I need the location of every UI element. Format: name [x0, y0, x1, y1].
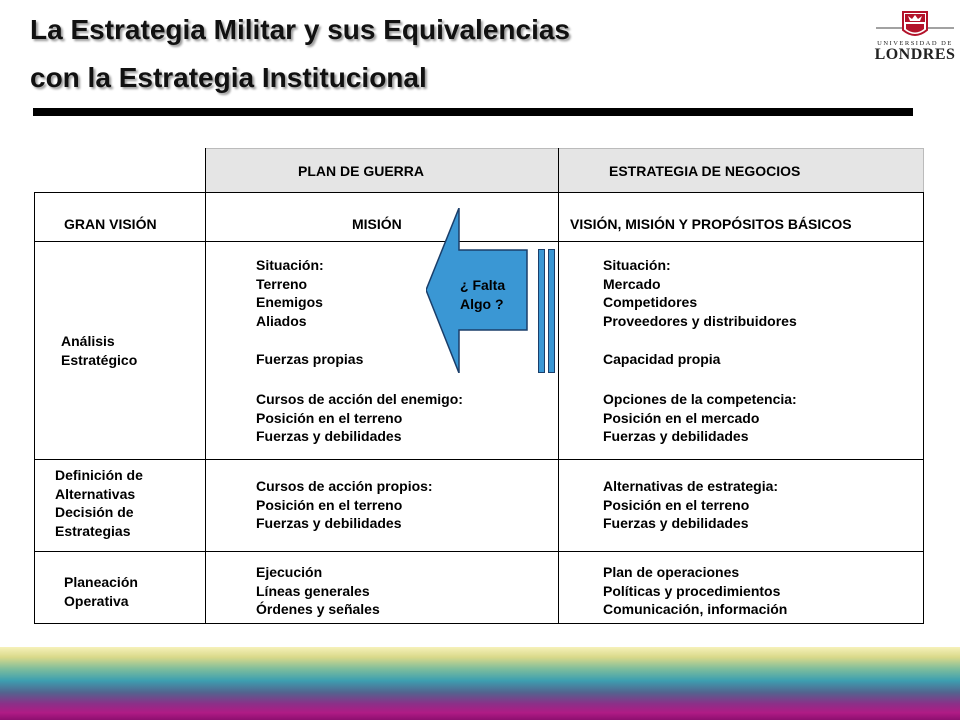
row-divider-2 — [34, 459, 924, 460]
logo-subtitle: UNIVERSIDAD DE — [877, 40, 953, 47]
business-alternatives-block: Alternativas de estrategia: Posición en el terreno Fuerzas y debilidades — [603, 478, 779, 531]
title-divider — [33, 108, 913, 116]
column-divider-left — [205, 148, 206, 624]
arrow-tail-bar-2 — [548, 249, 555, 373]
business-operations-block: Plan de operaciones Políticas y procedimientos Comunicación, información — [603, 564, 788, 617]
header-plan-de-guerra: PLAN DE GUERRA — [298, 163, 425, 179]
logo-name: LONDRES — [874, 46, 956, 63]
column-divider-right — [558, 148, 559, 624]
column-header-mision: MISIÓN — [352, 216, 402, 232]
row-divider-3 — [34, 551, 924, 552]
arrow-question-label: ¿ Falta Algo ? — [460, 277, 506, 312]
military-own-forces: Fuerzas propias — [256, 351, 364, 367]
column-header-gran-vision: GRAN VISIÓN — [64, 216, 157, 232]
business-competition-block: Opciones de la competencia: Posición en el mercado Fuerzas y debilidades — [603, 391, 797, 444]
footer-gradient-band — [0, 647, 960, 720]
slide-title-line-2: con la Estrategia Institucional — [30, 62, 427, 93]
arrow-tail-bar-1 — [538, 249, 545, 373]
military-enemy-courses-block: Cursos de acción del enemigo: Posición en el terreno Fuerzas y debilidades — [256, 391, 463, 444]
business-situation-block: Situación: Mercado Competidores Proveedores y distribuidores — [603, 257, 797, 329]
row-label-definicion: Definición de Alternativas Decisión de Estrategias — [55, 467, 143, 539]
row-label-planeacion: Planeación Operativa — [64, 574, 138, 609]
military-execution-block: Ejecución Líneas generales Órdenes y señales — [256, 564, 380, 617]
slide-title-line-1: La Estrategia Militar y sus Equivalencias — [30, 14, 570, 45]
military-situation-block: Situación: Terreno Enemigos Aliados — [256, 257, 324, 329]
header-estrategia-negocios: ESTRATEGIA DE NEGOCIOS — [609, 163, 801, 179]
business-own-capacity: Capacidad propia — [603, 351, 721, 367]
military-own-courses-block: Cursos de acción propios: Posición en el terreno Fuerzas y debilidades — [256, 478, 433, 531]
column-header-vision-mision: VISIÓN, MISIÓN Y PROPÓSITOS BÁSICOS — [570, 216, 852, 232]
row-label-analisis: Análisis Estratégico — [61, 333, 138, 368]
